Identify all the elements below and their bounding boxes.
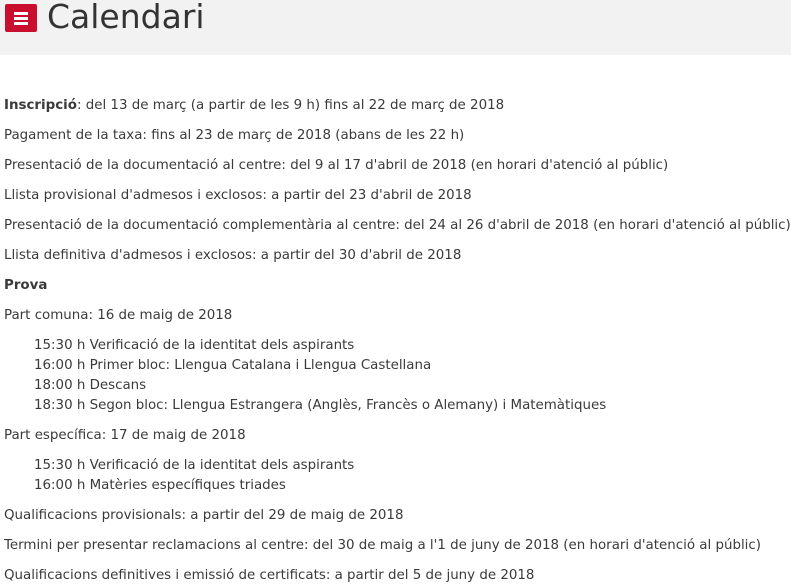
page-title: Calendari — [47, 0, 205, 36]
llista-provisional-line: Llista provisional d'admesos i exclosos: a partir del 23 d'abril de 2018 — [4, 188, 472, 203]
pagament-line: Pagament de la taxa: fins al 23 de març de 2018 (abans de les 22 h) — [4, 128, 465, 143]
llista-definitiva-line: Llista definitiva d'admesos i exclosos: a partir del 30 d'abril de 2018 — [4, 248, 462, 263]
documentacio-complementaria-line: Presentació de la documentació complementària al centre: del 24 al 26 d'abril de 2018 (en horari d'atenció al públic) — [4, 218, 791, 233]
hamburger-menu-icon[interactable] — [5, 4, 37, 32]
inscripcio-line — [4, 97, 504, 115]
qualificacions-definitives-line: Qualificacions definitives i emissió de certificats: a partir del 5 de juny de 2018 — [4, 568, 535, 583]
menu-bar — [14, 17, 28, 20]
part-comuna-item: 18:00 h Descans — [34, 378, 147, 393]
part-comuna-line: Part comuna: 16 de maig de 2018 — [4, 308, 233, 323]
qualificacions-provisionals-line: Qualificacions provisionals: a partir del 29 de maig de 2018 — [4, 508, 404, 523]
part-comuna-item: 16:00 h Primer bloc: Llengua Catalana i Llengua Castellana — [34, 358, 432, 373]
documentacio-line: Presentació de la documentació al centre: del 9 al 17 d'abril de 2018 (en horari d'atenció al públic) — [4, 158, 669, 173]
menu-bar — [14, 12, 28, 15]
page-header — [0, 0, 791, 55]
menu-bar — [14, 22, 28, 25]
part-especifica-line: Part específica: 17 de maig de 2018 — [4, 428, 246, 443]
inscripcio-label: Inscripció — [4, 98, 77, 113]
part-especifica-item: 15:30 h Verificació de la identitat dels aspirants — [34, 458, 355, 473]
part-especifica-item: 16:00 h Matèries específiques triades — [34, 478, 286, 493]
part-comuna-item: 15:30 h Verificació de la identitat dels aspirants — [34, 338, 355, 353]
prova-heading: Prova — [4, 278, 48, 293]
termini-reclamacions-line: Termini per presentar reclamacions al centre: del 30 de maig a l'1 de juny de 2018 (en horari d'atenció al públic) — [4, 538, 761, 553]
part-comuna-item: 18:30 h Segon bloc: Llengua Estrangera (Anglès, Francès o Alemany) i Matemàtiques — [34, 398, 607, 413]
inscripcio-text: : del 13 de març (a partir de les 9 h) fins al 22 de març de 2018 — [76, 98, 505, 113]
